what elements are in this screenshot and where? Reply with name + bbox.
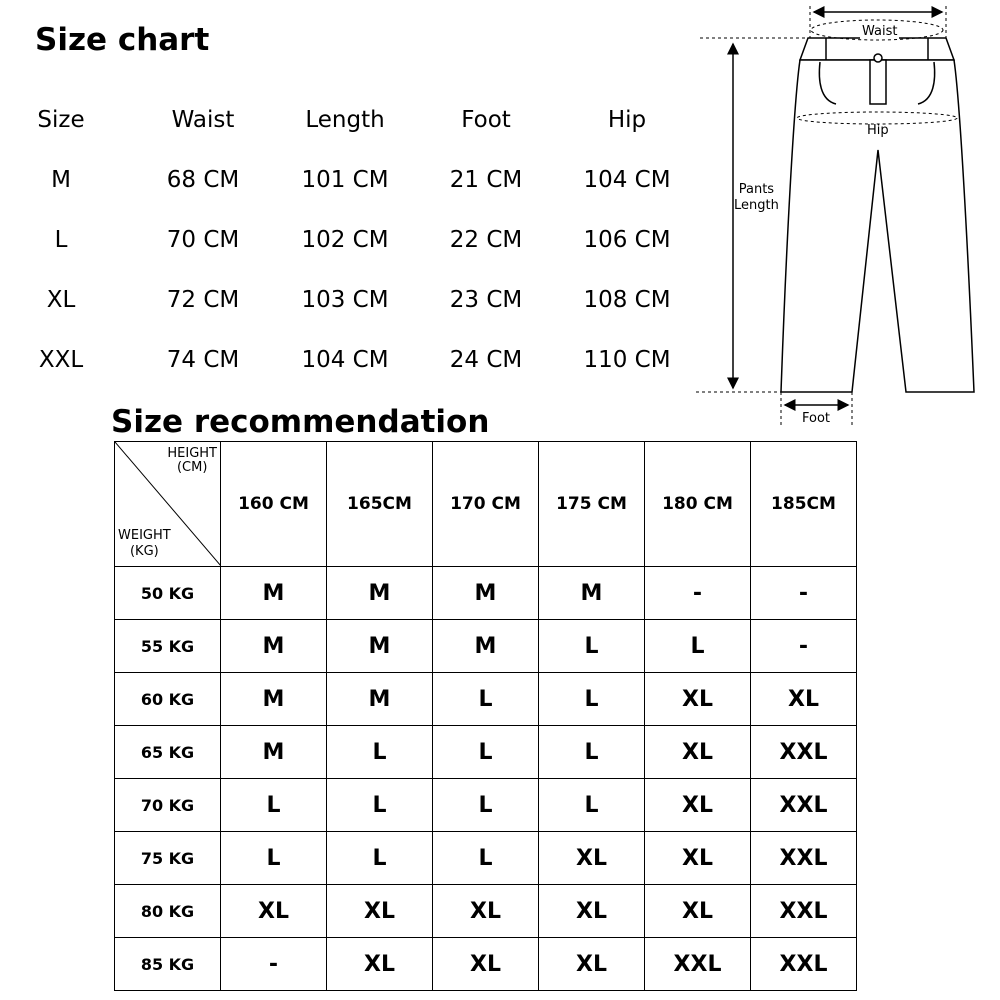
size-cell: M [539, 567, 645, 620]
weight-cell: 75 KG [115, 832, 221, 885]
size-cell: XXL [645, 938, 751, 991]
weight-cell: 55 KG [115, 620, 221, 673]
table-row [115, 779, 857, 832]
size-cell: M [327, 620, 433, 673]
size-chart-header: Size [37, 107, 85, 133]
weight-label: WEIGHT [118, 528, 171, 543]
size-cell: XL [751, 673, 857, 726]
size-cell: L [433, 673, 539, 726]
size-cell: L [433, 832, 539, 885]
size-chart-cell: 101 CM [301, 167, 389, 193]
height-header: 160 CM [221, 442, 327, 567]
size-cell: L [327, 832, 433, 885]
size-cell: L [433, 779, 539, 832]
size-cell: M [327, 567, 433, 620]
size-chart-cell: 23 CM [449, 287, 523, 313]
size-chart-header: Waist [171, 107, 235, 133]
size-cell: L [539, 779, 645, 832]
size-cell: XXL [751, 832, 857, 885]
size-chart-cell: L [54, 227, 68, 253]
size-cell: - [645, 567, 751, 620]
size-chart-header: Length [305, 107, 385, 133]
corner-cell [115, 442, 221, 567]
size-cell: XL [221, 885, 327, 938]
size-cell: XL [433, 938, 539, 991]
size-cell: L [221, 779, 327, 832]
table-row [115, 832, 857, 885]
weight-cell: 85 KG [115, 938, 221, 991]
table-row [115, 726, 857, 779]
pants-length-line-1: Pants [738, 182, 775, 197]
size-chart-cell: 102 CM [301, 227, 389, 253]
size-cell: XL [539, 885, 645, 938]
size-chart-cell: 106 CM [583, 227, 671, 253]
size-recommendation-title: Size recommendation [111, 404, 490, 440]
size-chart-header: Hip [607, 107, 647, 133]
size-chart-cell: 22 CM [449, 227, 523, 253]
size-cell: XL [645, 673, 751, 726]
size-cell: M [221, 673, 327, 726]
size-cell: - [751, 620, 857, 673]
size-cell: L [327, 779, 433, 832]
table-row [115, 673, 857, 726]
size-cell: XL [327, 938, 433, 991]
size-cell: L [539, 673, 645, 726]
size-chart-cell: 110 CM [583, 347, 671, 373]
foot-label: Foot [802, 411, 831, 426]
weight-cell: 65 KG [115, 726, 221, 779]
size-cell: XL [433, 885, 539, 938]
size-chart-cell: 72 CM [166, 287, 240, 313]
pants-length-label [734, 182, 779, 214]
size-cell: XXL [751, 938, 857, 991]
size-cell: XL [539, 938, 645, 991]
size-chart-header: Foot [461, 107, 511, 133]
size-chart-cell: XXL [38, 347, 84, 373]
size-cell: XXL [751, 885, 857, 938]
size-chart-cell: 108 CM [583, 287, 671, 313]
size-cell: XXL [751, 779, 857, 832]
size-chart-cell: 70 CM [166, 227, 240, 253]
table-row [115, 567, 857, 620]
height-header: 185CM [751, 442, 857, 567]
size-chart-cell: 104 CM [301, 347, 389, 373]
size-cell: L [221, 832, 327, 885]
height-header: 165CM [327, 442, 433, 567]
weight-axis-label [118, 528, 171, 560]
weight-cell: 80 KG [115, 885, 221, 938]
size-cell: L [433, 726, 539, 779]
size-cell: M [433, 567, 539, 620]
table-row [115, 620, 857, 673]
size-chart-cell: 103 CM [301, 287, 389, 313]
pants-length-line-2: Length [734, 198, 779, 213]
size-cell: M [433, 620, 539, 673]
size-cell: L [539, 726, 645, 779]
size-cell: XL [645, 832, 751, 885]
size-chart-title: Size chart [35, 22, 210, 58]
hip-label: Hip [867, 123, 889, 138]
size-cell: L [539, 620, 645, 673]
size-cell: XL [645, 885, 751, 938]
weight-unit: (KG) [129, 544, 159, 559]
size-cell: M [221, 726, 327, 779]
header-row [115, 442, 857, 567]
size-recommendation-table [114, 441, 857, 991]
size-cell: M [327, 673, 433, 726]
size-cell: L [645, 620, 751, 673]
size-cell: M [221, 620, 327, 673]
size-cell: M [221, 567, 327, 620]
table-row [115, 885, 857, 938]
size-cell: XL [645, 726, 751, 779]
size-cell: XXL [751, 726, 857, 779]
weight-cell: 60 KG [115, 673, 221, 726]
height-label: HEIGHT [167, 446, 217, 461]
size-cell: XL [327, 885, 433, 938]
weight-cell: 70 KG [115, 779, 221, 832]
height-header: 180 CM [645, 442, 751, 567]
waist-label: Waist [862, 24, 898, 39]
size-chart-cell: M [51, 167, 71, 193]
size-cell: XL [645, 779, 751, 832]
size-cell: L [327, 726, 433, 779]
size-cell: - [751, 567, 857, 620]
height-header: 170 CM [433, 442, 539, 567]
weight-cell: 50 KG [115, 567, 221, 620]
size-chart-cell: 24 CM [449, 347, 523, 373]
size-cell: XL [539, 832, 645, 885]
size-chart-cell: 74 CM [166, 347, 240, 373]
size-chart-cell: 21 CM [449, 167, 523, 193]
height-axis-label [167, 447, 217, 475]
pants-diagram [690, 0, 990, 440]
height-unit: (CM) [176, 460, 208, 475]
size-chart-cell: XL [46, 287, 76, 313]
size-chart-cell: 104 CM [583, 167, 671, 193]
table-row [115, 938, 857, 991]
height-header: 175 CM [539, 442, 645, 567]
size-chart-cell: 68 CM [166, 167, 240, 193]
size-cell: - [221, 938, 327, 991]
